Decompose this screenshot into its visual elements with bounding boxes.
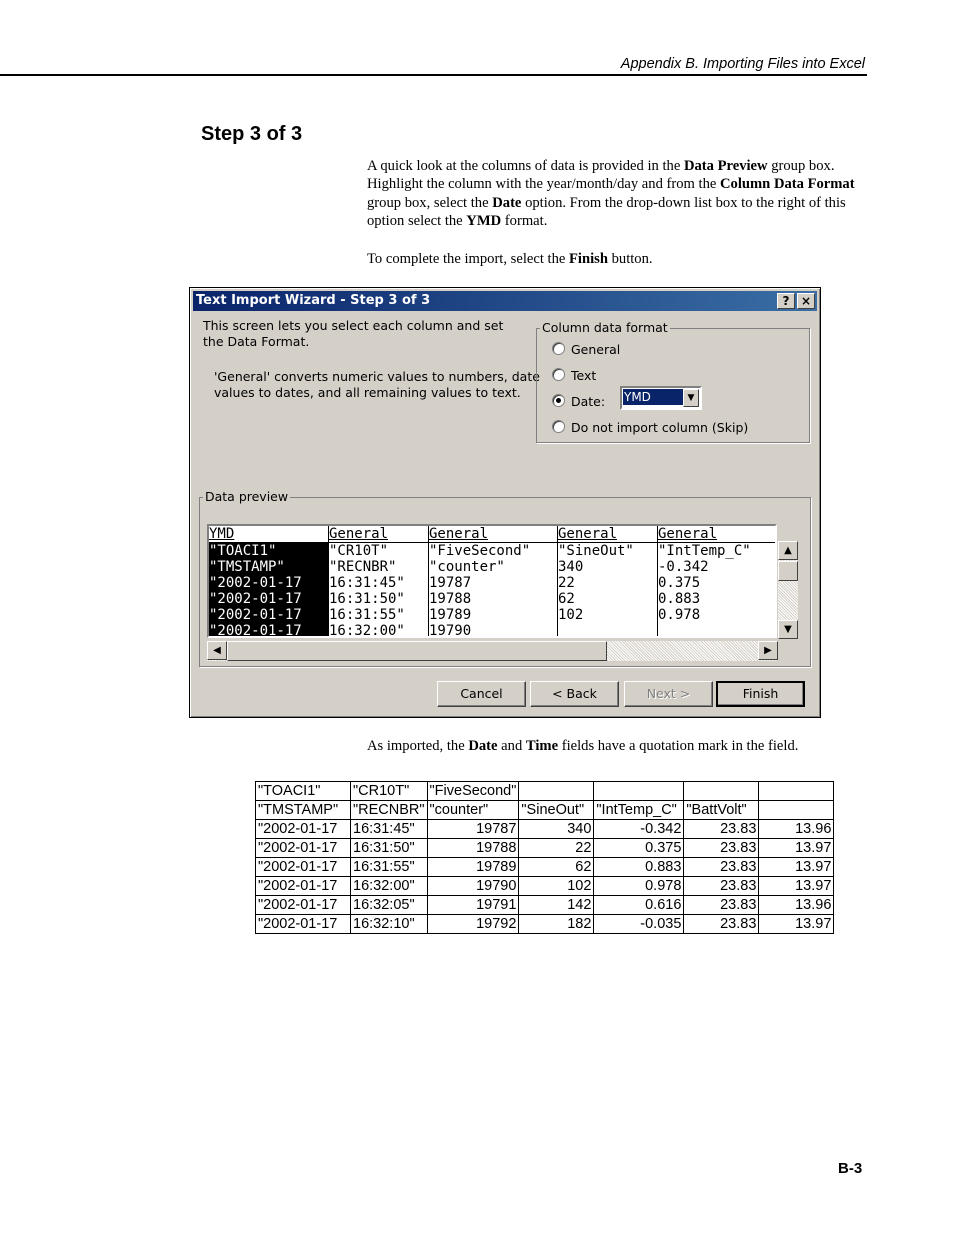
table-cell: 16:32:10": [351, 915, 428, 934]
table-row: [256, 896, 834, 915]
table-cell: 182: [519, 915, 594, 934]
table-cell: [759, 801, 834, 820]
text-import-wizard-dialog: [189, 287, 821, 718]
scroll-up-icon[interactable]: ▲: [778, 541, 798, 560]
header-rule: [0, 74, 867, 76]
horizontal-scrollbar[interactable]: [207, 641, 778, 661]
table-cell: 19787: [427, 820, 519, 839]
table-cell: "counter": [427, 801, 519, 820]
table-cell: "IntTemp_C": [594, 801, 684, 820]
radio-date[interactable]: Date:: [552, 394, 605, 409]
page-header: Appendix B. Importing Files into Excel: [620, 56, 865, 72]
table-cell: 23.83: [684, 858, 759, 877]
table-cell: [519, 782, 594, 801]
close-icon[interactable]: ×: [797, 293, 815, 309]
table-cell: 16:31:50": [351, 839, 428, 858]
radio-button-icon[interactable]: [552, 342, 565, 355]
table-cell: "RECNBR": [351, 801, 428, 820]
table-cell: 102: [519, 877, 594, 896]
step-title: Step 3 of 3: [201, 123, 303, 145]
radio-button-icon[interactable]: [552, 420, 565, 433]
table-cell: 22: [519, 839, 594, 858]
table-cell: 13.97: [759, 877, 834, 896]
table-cell: 23.83: [684, 877, 759, 896]
preview-column[interactable]: General "SineOut" 340 22 62 102: [558, 526, 658, 638]
table-cell: 13.97: [759, 915, 834, 934]
page-number: B-3: [838, 1160, 863, 1177]
import-note-paragraph: As imported, the Date and Time fields have a quotation mark in the field.: [367, 738, 799, 754]
table-row: [256, 820, 834, 839]
preview-column[interactable]: General "FiveSecond" "counter" 19787 19788 19789 19790: [429, 526, 558, 638]
radio-button-icon[interactable]: [552, 368, 565, 381]
radio-text[interactable]: Text: [552, 368, 596, 383]
radio-skip[interactable]: Do not import column (Skip): [552, 420, 748, 435]
table-cell: "2002-01-17: [256, 820, 351, 839]
table-cell: [684, 782, 759, 801]
table-row: [256, 839, 834, 858]
table-cell: 13.96: [759, 896, 834, 915]
imported-data-table: [255, 781, 834, 934]
cancel-button[interactable]: Cancel: [437, 681, 526, 707]
table-cell: "CR10T": [351, 782, 428, 801]
table-cell: "FiveSecond": [427, 782, 519, 801]
help-icon[interactable]: ?: [777, 293, 795, 309]
date-format-value: YMD: [623, 389, 684, 405]
table-cell: "2002-01-17: [256, 858, 351, 877]
instruction-paragraph: A quick look at the columns of data is provided in the Data Preview group box. Highlight the column with the year/month/day and from the Column Data Format group box, select the Date option. From the drop-down list box to the right of this option select the YMD format.: [367, 158, 855, 230]
table-cell: 0.978: [594, 877, 684, 896]
table-cell: 13.97: [759, 839, 834, 858]
table-row: [256, 915, 834, 934]
table-cell: "2002-01-17: [256, 839, 351, 858]
data-preview-grid[interactable]: [207, 524, 777, 638]
table-cell: "2002-01-17: [256, 915, 351, 934]
table-cell: 23.83: [684, 820, 759, 839]
table-cell: 0.883: [594, 858, 684, 877]
dialog-general-note: 'General' converts numeric values to numbers, date values to dates, and all remaining values to text.: [214, 369, 540, 400]
scroll-thumb[interactable]: [227, 641, 607, 661]
table-cell: 13.96: [759, 820, 834, 839]
table-row: [256, 877, 834, 896]
table-cell: 16:32:00": [351, 877, 428, 896]
table-cell: 142: [519, 896, 594, 915]
radio-button-selected-icon[interactable]: [552, 394, 565, 407]
table-cell: "2002-01-17: [256, 896, 351, 915]
preview-column[interactable]: General "IntTemp_C" -0.342 0.375 0.883 0.978: [658, 526, 777, 638]
finish-paragraph: To complete the import, select the Finish button.: [367, 251, 653, 267]
table-cell: 16:32:05": [351, 896, 428, 915]
scroll-down-icon[interactable]: ▼: [778, 620, 798, 639]
dialog-title: Text Import Wizard - Step 3 of 3: [196, 293, 431, 308]
table-cell: 340: [519, 820, 594, 839]
table-cell: "TOACI1": [256, 782, 351, 801]
data-preview-label: Data preview: [205, 489, 289, 504]
table-cell: 23.83: [684, 896, 759, 915]
table-cell: [594, 782, 684, 801]
chevron-down-icon[interactable]: ▼: [683, 389, 699, 407]
radio-general[interactable]: General: [552, 342, 620, 357]
table-cell: 13.97: [759, 858, 834, 877]
table-cell: 16:31:45": [351, 820, 428, 839]
table-cell: "2002-01-17: [256, 877, 351, 896]
table-cell: 16:31:55": [351, 858, 428, 877]
scroll-thumb[interactable]: [778, 561, 798, 581]
next-button[interactable]: Next >: [624, 681, 713, 707]
table-cell: 19792: [427, 915, 519, 934]
column-data-format-label: Column data format: [542, 320, 668, 335]
table-cell: 19791: [427, 896, 519, 915]
table-cell: "SineOut": [519, 801, 594, 820]
preview-column[interactable]: YMD "TOACI1" "TMSTAMP" "2002-01-17 "2002-01-17 "2002-01-17 "2002-01-17: [209, 526, 329, 638]
table-cell: 23.83: [684, 915, 759, 934]
dialog-description: This screen lets you select each column and set the Data Format.: [203, 318, 504, 349]
back-button[interactable]: < Back: [530, 681, 619, 707]
dialog-titlebar[interactable]: [193, 291, 817, 311]
scroll-right-icon[interactable]: ▶: [758, 641, 778, 660]
table-cell: 19789: [427, 858, 519, 877]
vertical-scrollbar[interactable]: [778, 541, 798, 639]
table-row: [256, 782, 834, 801]
table-row: [256, 858, 834, 877]
table-cell: [759, 782, 834, 801]
table-cell: 0.616: [594, 896, 684, 915]
table-cell: "BattVolt": [684, 801, 759, 820]
finish-button[interactable]: Finish: [716, 681, 805, 707]
table-cell: 19788: [427, 839, 519, 858]
table-cell: 62: [519, 858, 594, 877]
table-cell: -0.035: [594, 915, 684, 934]
date-format-dropdown[interactable]: [620, 386, 702, 410]
table-cell: 23.83: [684, 839, 759, 858]
preview-column[interactable]: General "CR10T" "RECNBR" 16:31:45" 16:31:50" 16:31:55" 16:32:00": [329, 526, 429, 638]
scroll-left-icon[interactable]: ◀: [207, 641, 227, 660]
table-cell: "TMSTAMP": [256, 801, 351, 820]
table-row: [256, 801, 834, 820]
table-cell: 19790: [427, 877, 519, 896]
table-cell: -0.342: [594, 820, 684, 839]
table-cell: 0.375: [594, 839, 684, 858]
